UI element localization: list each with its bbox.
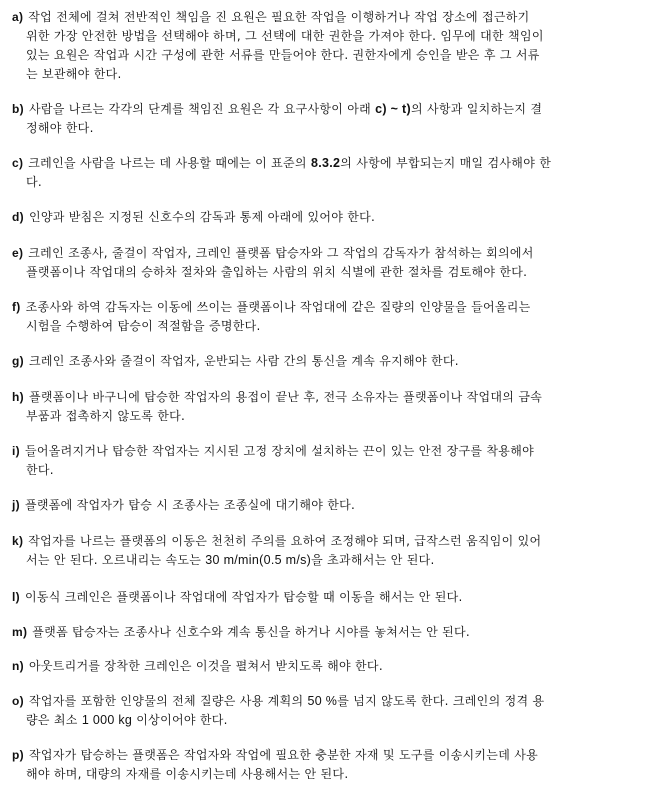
item-text: 조종사와 하역 감독자는 이동에 쓰이는 플랫폼이나 작업대에 같은 질량의 인양물을 들어올리는 [25, 300, 531, 314]
item-marker: c) [12, 156, 24, 170]
item-text: 의 사항에 부합되는지 매일 검사해야 한 [340, 156, 552, 170]
item-marker: e) [12, 246, 24, 260]
item-text: 서는 안 된다. 오르내리는 속도는 [26, 553, 206, 567]
item-text: 사람을 나르는 각각의 단계를 책임진 요원은 각 요구사항이 아래 [28, 102, 376, 116]
item-text-line: 작업 전체에 걸쳐 전반적인 책임을 진 요원은 필요한 작업을 이행하거나 작업 장소에 접근하기 [28, 10, 530, 24]
item-text: 플랫폼이나 바구니에 탑승한 작업자의 용접이 끝난 후, 전극 소유자는 플랫폼이나 작업대의 금속 [28, 390, 543, 404]
item-text: 의 사항과 일치하는지 결 [410, 102, 543, 116]
item-marker: g) [12, 354, 24, 368]
item-text: 량은 최소 [26, 713, 82, 727]
item-marker: l) [12, 590, 20, 604]
item-marker: j) [12, 498, 20, 512]
item-text-line [26, 711, 228, 729]
item-text-line: 해야 하며, 대량의 자재를 이송시키는데 사용해서는 안 된다. [26, 767, 349, 781]
item-text-line: 시험을 수행하여 탑승이 적절함을 증명한다. [26, 319, 261, 333]
item-text: 인양과 받침은 지정된 신호수의 감독과 통제 아래에 있어야 한다. [28, 210, 376, 224]
item-text: 플랫폼 탑승자는 조종사나 신호수와 계속 통신을 하거나 시야를 놓쳐서는 안 된다. [32, 625, 470, 639]
item-text-line: 한다. [26, 463, 54, 477]
item-marker: i) [12, 444, 20, 458]
speed-limit-value: 30 m/min(0.5 m/s) [205, 553, 312, 567]
item-text: 크레인 조종사, 줄걸이 작업자, 크레인 플랫폼 탑승자와 그 작업의 감독자가 참석하는 회의에서 [28, 246, 534, 260]
item-text-line: 부품과 접촉하지 않도록 한다. [26, 409, 186, 423]
item-text-line: 는 보관해야 한다. [26, 67, 122, 81]
item-text: 이상이어야 한다. [132, 713, 228, 727]
item-text-line: 다. [26, 175, 43, 189]
item-marker: k) [12, 534, 24, 548]
item-marker: o) [12, 694, 24, 708]
item-marker: d) [12, 210, 24, 224]
item-marker: n) [12, 659, 24, 673]
item-text: 크레인을 사람을 나르는 데 사용할 때에는 이 표준의 [28, 156, 311, 170]
item-text: 작업자를 나르는 플랫폼의 이동은 천천히 주의를 요하여 조정해야 되며, 급작스런 움직임이 있어 [28, 534, 542, 548]
item-text-line: 플랫폼이나 작업대의 승하차 절차와 출입하는 사람의 위치 식별에 관한 절차를 검토해야 한다. [26, 265, 528, 279]
item-text: 작업자를 포함한 인양물의 전체 질량은 사용 계획의 [28, 694, 308, 708]
clause-reference: 8.3.2 [310, 156, 341, 170]
rated-capacity-value: 1 000 kg [81, 713, 133, 727]
item-text: 크레인 조종사와 줄걸이 작업자, 운반되는 사람 간의 통신을 계속 유지해야 한다. [28, 354, 459, 368]
item-text: 이동식 크레인은 플랫폼이나 작업대에 작업자가 탑승할 때 이동을 해서는 안 된다. [24, 590, 463, 604]
mass-percentage-value: 50 % [307, 694, 338, 708]
item-marker: p) [12, 748, 24, 762]
item-text: 를 넘지 않도록 한다. 크레인의 정격 용 [337, 694, 545, 708]
clause-reference: c) ~ t) [375, 102, 411, 116]
item-text: 들어올려지거나 탑승한 작업자는 지시된 고정 장치에 설치하는 끈이 있는 안전 장구를 착용해야 [24, 444, 534, 458]
item-text-line: 위한 가장 안전한 방법을 선택해야 하며, 그 선택에 대한 권한을 가져야 한다. 임무에 대한 책임이 [26, 29, 544, 43]
item-marker: b) [12, 102, 24, 116]
item-marker: a) [12, 10, 24, 24]
item-text: 플랫폼에 작업자가 탑승 시 조종사는 조종실에 대기해야 한다. [24, 498, 356, 512]
item-marker: m) [12, 625, 28, 639]
item-text: 작업자가 탑승하는 플랫폼은 작업자와 작업에 필요한 충분한 자재 및 도구를 이송시키는데 사용 [28, 748, 538, 762]
item-text: 을 초과해서는 안 된다. [311, 553, 435, 567]
item-text-line: 있는 요원은 작업과 시간 구성에 관한 서류를 만들어야 한다. 권한자에게 승인을 받은 후 그 서류 [26, 48, 540, 62]
item-marker: f) [12, 300, 21, 314]
item-text-line [26, 551, 435, 569]
item-marker: h) [12, 390, 24, 404]
item-text: 아웃트리거를 장착한 크레인은 이것을 펼쳐서 받치도록 해야 한다. [28, 659, 383, 673]
item-text-line: 정해야 한다. [26, 121, 94, 135]
